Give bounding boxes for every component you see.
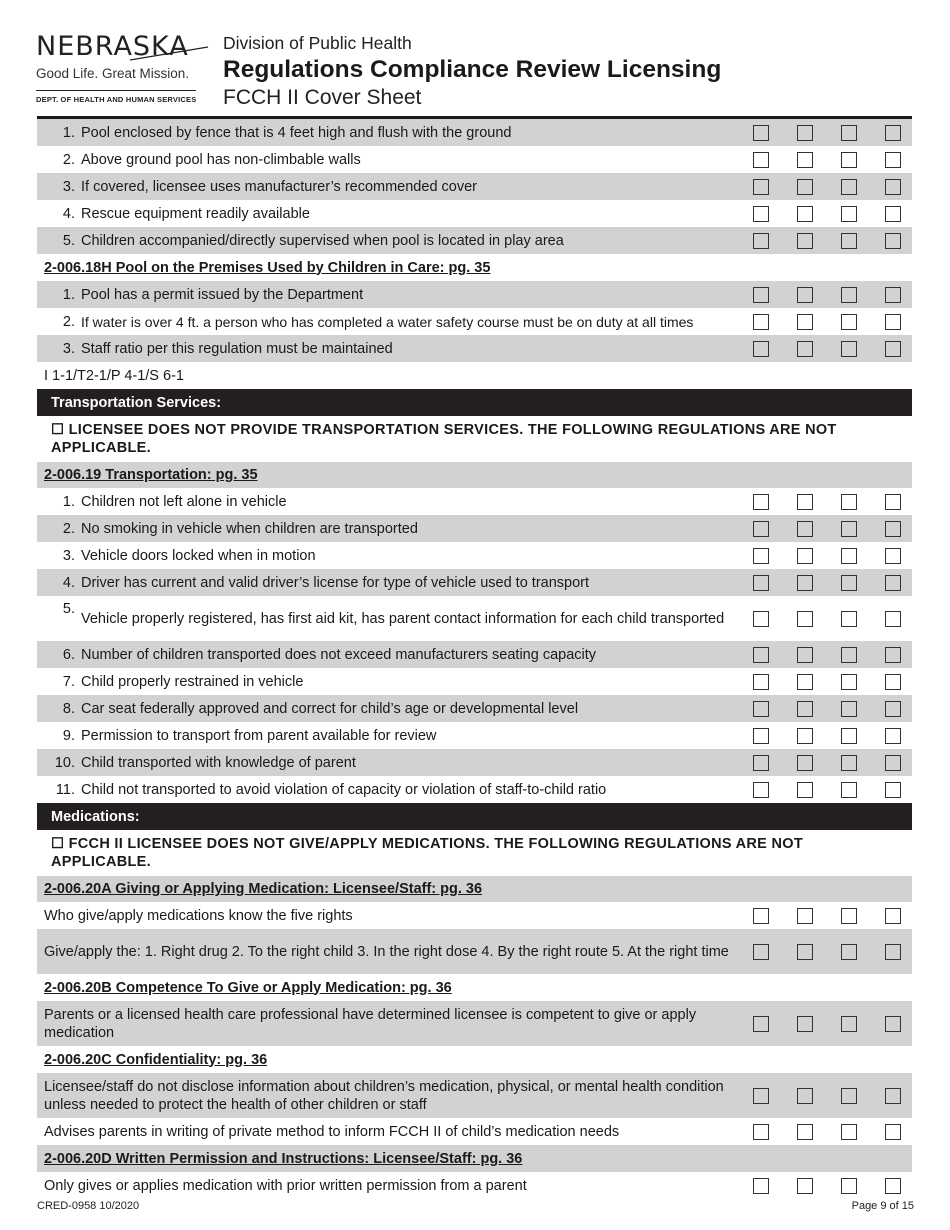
regulations-table [37,119,912,1199]
item-text: Who give/apply medications know the five rights [44,907,353,924]
checkbox[interactable] [841,125,857,141]
checkbox[interactable] [841,521,857,537]
checkbox[interactable] [753,179,769,195]
not-applicable-row[interactable] [37,416,912,462]
checkbox[interactable] [753,206,769,222]
page-title: Regulations Compliance Review Licensing [223,56,722,83]
item-number: 3. [62,340,75,357]
checkbox[interactable] [797,206,813,222]
compliance-checkboxes [753,695,901,722]
checkbox[interactable] [841,611,857,627]
item-number: 2. [62,313,75,330]
compliance-checkboxes [753,668,901,695]
checkbox[interactable] [885,1178,901,1194]
checkbox[interactable] [841,1124,857,1140]
regulation-row [37,722,912,749]
checkbox[interactable] [797,782,813,798]
item-text: Children not left alone in vehicle [81,493,287,510]
checkbox[interactable] [841,728,857,744]
checkbox[interactable] [753,647,769,663]
checkbox[interactable] [753,287,769,303]
item-number: 2. [62,520,75,537]
checkbox[interactable] [885,125,901,141]
regulation-row [37,515,912,542]
item-text: Pool enclosed by fence that is 4 feet high and flush with the ground [81,124,512,141]
checkbox[interactable] [753,1124,769,1140]
checkbox[interactable] [885,521,901,537]
section-heading-row [37,462,912,488]
checkbox[interactable] [841,944,857,960]
checkbox[interactable] [753,521,769,537]
regulation-row [37,695,912,722]
dhhs-logo [36,32,206,104]
compliance-checkboxes [753,308,901,335]
compliance-checkboxes [753,1073,901,1118]
checkbox[interactable] [885,674,901,690]
checkbox[interactable] [841,179,857,195]
checkbox[interactable] [841,755,857,771]
section-heading: 2-006.19 Transportation: pg. 35 [44,467,258,483]
checkbox[interactable] [885,575,901,591]
checkbox[interactable] [885,1088,901,1104]
checkbox[interactable] [797,1124,813,1140]
checkbox[interactable] [841,548,857,564]
item-number: 11. [55,781,75,798]
checkbox[interactable] [753,548,769,564]
checkbox[interactable] [797,521,813,537]
regulation-row [37,668,912,695]
checkbox[interactable] [885,233,901,249]
regulation-row [37,542,912,569]
item-text: Vehicle doors locked when in motion [81,547,316,564]
item-text: Parents or a licensed health care professional have determined licensee is competent to give or apply medication [44,1006,697,1041]
item-text: Child transported with knowledge of parent [81,754,356,771]
checkbox[interactable] [797,611,813,627]
checkbox[interactable] [885,494,901,510]
compliance-checkboxes [753,776,901,803]
checkbox[interactable] [797,287,813,303]
checkbox[interactable] [797,233,813,249]
regulation-row [37,308,912,335]
regulation-row [37,227,912,254]
checkbox[interactable] [885,152,901,168]
not-applicable-notice[interactable]: ☐ LICENSEE DOES NOT PROVIDE TRANSPORTATION SERVICES. THE FOLLOWING REGULATIONS ARE NOT APPLICABLE. [51,422,837,456]
checkbox[interactable] [885,701,901,717]
item-text: Vehicle properly registered, has first aid kit, has parent contact information for each child transported [81,610,725,627]
compliance-checkboxes [753,1118,901,1145]
regulation-row [37,119,912,146]
checkbox[interactable] [797,908,813,924]
checkbox[interactable] [797,152,813,168]
checkbox[interactable] [797,728,813,744]
regulation-row [37,173,912,200]
section-heading: 2-006.18H Pool on the Premises Used by Children in Care: pg. 35 [44,259,491,276]
checkbox[interactable] [753,575,769,591]
compliance-checkboxes [753,641,901,668]
checkbox[interactable] [753,701,769,717]
item-text: Pool has a permit issued by the Department [81,286,364,303]
item-number: 9. [62,727,75,744]
compliance-checkboxes [753,200,901,227]
item-text: Number of children transported does not exceed manufacturers seating capacity [81,646,597,663]
section-heading: 2-006.20A Giving or Applying Medication: Licensee/Staff: pg. 36 [44,881,483,897]
item-text: Above ground pool has non-climbable walls [81,151,361,168]
checkbox[interactable] [753,1088,769,1104]
regulation-row [37,749,912,776]
section-heading-row [37,876,912,902]
checkbox[interactable] [753,782,769,798]
compliance-checkboxes [753,488,901,515]
checkbox[interactable] [885,206,901,222]
item-number: 5. [62,601,75,617]
checkbox[interactable] [885,179,901,195]
regulation-row [37,569,912,596]
compliance-checkboxes [753,929,901,974]
regulation-row [37,1073,912,1118]
regulation-row [37,335,912,362]
checkbox[interactable] [841,1178,857,1194]
checkbox[interactable] [841,206,857,222]
item-number: 4. [62,574,75,591]
checkbox[interactable] [753,125,769,141]
section-heading: 2-006.20B Competence To Give or Apply Medication: pg. 36 [44,979,452,996]
checkbox[interactable] [753,314,769,330]
checkbox[interactable] [841,647,857,663]
item-text: Give/apply the: 1. Right drug 2. To the right child 3. In the right dose 4. By the right route 5. At the right time [44,943,729,960]
compliance-checkboxes [753,515,901,542]
page-header [0,0,950,118]
item-number: 5. [62,232,75,249]
logo-department: DEPT. OF HEALTH AND HUMAN SERVICES [36,95,197,104]
checkbox[interactable] [753,1016,769,1032]
checkbox[interactable] [841,233,857,249]
checkbox[interactable] [797,701,813,717]
regulation-row [37,596,912,641]
checkbox[interactable] [797,125,813,141]
item-number: 7. [62,673,75,690]
section-heading-row [37,1145,912,1172]
item-number: 3. [62,547,75,564]
item-text: Driver has current and valid driver’s license for type of vehicle used to transport [81,574,590,591]
checkbox[interactable] [885,782,901,798]
logo-wordmark: NEBRASKA [36,31,189,62]
checkbox[interactable] [841,1016,857,1032]
logo-divider [36,90,196,91]
item-number: 6. [62,646,75,663]
checkbox[interactable] [841,287,857,303]
item-text: Licensee/staff do not disclose information about children’s medication, physical, or mental health condition unless needed to protect the health of other children or staff [44,1078,724,1113]
section-heading: 2-006.20D Written Permission and Instructions: Licensee/Staff: pg. 36 [44,1150,523,1167]
section-bar-title: Medications: [51,808,140,825]
header-text [223,33,721,110]
item-text: Child not transported to avoid violation of capacity or violation of staff-to-child ratio [81,781,607,798]
section-heading: 2-006.20C Confidentiality: pg. 36 [44,1051,268,1068]
item-text: Car seat federally approved and correct for child’s age or developmental level [81,700,579,717]
compliance-checkboxes [753,335,901,362]
score-text: I 1-1/T2-1/P 4-1/S 6-1 [44,367,184,384]
regulation-row [37,488,912,515]
checkbox[interactable] [885,755,901,771]
compliance-checkboxes [753,569,901,596]
item-number: 3. [62,178,75,195]
item-number: 1. [62,493,75,510]
item-text: Advises parents in writing of private method to inform FCCH II of child’s medication needs [44,1123,620,1140]
checkbox[interactable] [753,341,769,357]
checkbox[interactable] [797,548,813,564]
division-name: Division of Public Health [223,33,412,53]
checkbox[interactable] [797,647,813,663]
compliance-checkboxes [753,173,901,200]
section-heading-row [37,974,912,1001]
checkbox[interactable] [797,179,813,195]
page-subtitle: FCCH II Cover Sheet [223,86,422,109]
checkbox[interactable] [885,944,901,960]
item-text: Children accompanied/directly supervised when pool is located in play area [81,232,564,249]
regulation-row [37,1001,912,1046]
checkbox[interactable] [841,674,857,690]
checkbox[interactable] [885,287,901,303]
checkbox[interactable] [841,701,857,717]
item-number: 1. [62,286,75,303]
checkbox[interactable] [885,1124,901,1140]
checkbox[interactable] [797,1088,813,1104]
checkbox[interactable] [841,908,857,924]
checkbox[interactable] [797,944,813,960]
regulation-row [37,929,912,974]
section-heading-row [37,254,912,281]
not-applicable-notice[interactable]: ☐ FCCH II LICENSEE DOES NOT GIVE/APPLY MEDICATIONS. THE FOLLOWING REGULATIONS ARE NOT APPLICABLE. [51,836,803,870]
regulation-row [37,1172,912,1199]
checkbox[interactable] [797,1178,813,1194]
logo-tagline: Good Life. Great Mission. [36,66,190,81]
checkbox[interactable] [885,1016,901,1032]
regulation-row [37,776,912,803]
item-text: Staff ratio per this regulation must be maintained [81,340,393,357]
checkbox[interactable] [753,674,769,690]
compliance-checkboxes [753,722,901,749]
compliance-checkboxes [753,1172,901,1199]
checkbox[interactable] [753,152,769,168]
checkbox[interactable] [841,341,857,357]
item-text: If water is over 4 ft. a person who has completed a water safety course must be on duty at all times [81,313,694,330]
logo-swoosh-icon [128,44,210,62]
item-text: Rescue equipment readily available [81,205,310,222]
item-text: No smoking in vehicle when children are transported [81,520,418,537]
compliance-checkboxes [753,1001,901,1046]
regulation-row [37,281,912,308]
checkbox[interactable] [797,755,813,771]
checkbox[interactable] [753,494,769,510]
checkbox[interactable] [885,611,901,627]
regulation-row [37,200,912,227]
checkbox[interactable] [797,494,813,510]
item-text: If covered, licensee uses manufacturer’s recommended cover [81,178,477,195]
item-text: Only gives or applies medication with prior written permission from a parent [44,1177,527,1194]
item-number: 1. [62,124,75,141]
compliance-checkboxes [753,542,901,569]
form-id: CRED-0958 10/2020 [37,1200,140,1212]
not-applicable-row[interactable] [37,830,912,876]
checkbox[interactable] [753,728,769,744]
regulation-row [37,902,912,929]
item-number: 2. [62,151,75,168]
checkbox[interactable] [753,233,769,249]
checkbox[interactable] [797,575,813,591]
compliance-checkboxes [753,119,901,146]
checkbox[interactable] [841,782,857,798]
item-number: 4. [62,205,75,222]
checkbox[interactable] [885,647,901,663]
checkbox[interactable] [753,611,769,627]
checkbox[interactable] [753,908,769,924]
checkbox[interactable] [841,575,857,591]
checkbox[interactable] [841,494,857,510]
regulation-row [37,146,912,173]
item-text: Permission to transport from parent available for review [81,727,437,744]
section-bar-transportation [37,389,912,416]
checkbox[interactable] [797,314,813,330]
checkbox[interactable] [841,152,857,168]
checkbox[interactable] [885,908,901,924]
compliance-checkboxes [753,596,901,641]
checkbox[interactable] [797,674,813,690]
score-row [37,362,912,389]
checkbox[interactable] [841,314,857,330]
section-bar-medications [37,803,912,830]
page-number: Page 9 of 15 [851,1200,914,1212]
section-heading-row [37,1046,912,1073]
compliance-checkboxes [753,902,901,929]
checkbox[interactable] [753,755,769,771]
checkbox[interactable] [885,341,901,357]
checkbox[interactable] [841,1088,857,1104]
compliance-checkboxes [753,749,901,776]
compliance-checkboxes [753,227,901,254]
item-number: 8. [62,700,75,717]
item-text: Child properly restrained in vehicle [81,673,304,690]
compliance-checkboxes [753,281,901,308]
regulation-row [37,641,912,668]
checkbox[interactable] [797,1016,813,1032]
item-number: 10. [54,754,75,771]
checkbox[interactable] [885,728,901,744]
compliance-checkboxes [753,146,901,173]
checkbox[interactable] [885,314,901,330]
checkbox[interactable] [797,341,813,357]
regulation-row [37,1118,912,1145]
checkbox[interactable] [753,1178,769,1194]
section-bar-title: Transportation Services: [51,394,222,411]
checkbox[interactable] [885,548,901,564]
checkbox[interactable] [753,944,769,960]
